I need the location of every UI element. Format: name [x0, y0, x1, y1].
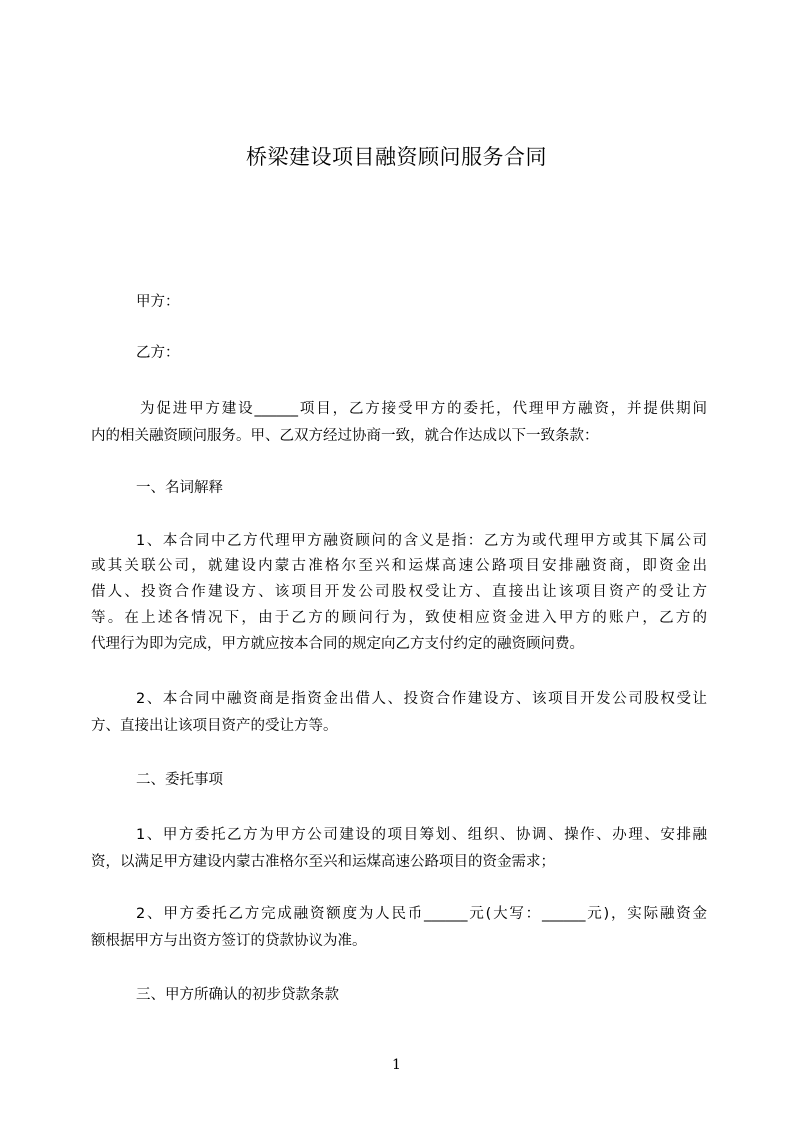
document-title: 桥梁建设项目融资顾问服务合同 [246, 145, 547, 169]
clause-line: 资，以满足甲方建设内蒙古准格尔至兴和运煤高速公路项目的资金需求； [91, 854, 555, 870]
clause-line: 借人、投资合作建设方、该项目开发公司股权受让方、直接出让该项目资产的受让方 [91, 584, 707, 600]
clause-line: 2、本合同中融资商是指资金出借人、投资合作建设方、该项目开发公司股权受让 [136, 691, 707, 707]
clause-line: 等。在上述各情况下，由于乙方的顾问行为，致使相应资金进入甲方的账户，乙方的 [91, 610, 707, 626]
section-heading-entrusted-matters: 二、委托事项 [136, 772, 223, 788]
clause-line: 代理行为即为完成，甲方就应按本合同的规定向乙方支付约定的融资顾问费。 [91, 636, 584, 652]
clause-line: 1、本合同中乙方代理甲方融资顾问的含义是指：乙方为或代理甲方或其下属公司 [136, 533, 707, 549]
intro-paragraph-line: 为促进甲方建设______项目，乙方接受甲方的委托，代理甲方融资，并提供期间 [140, 401, 707, 417]
clause-line: 额根据甲方与出资方签订的贷款协议为准。 [91, 933, 367, 949]
clause-line: 方、直接出让该项目资产的受让方等。 [91, 718, 338, 734]
page-number: 1 [392, 1057, 401, 1073]
clause-line: 1、甲方委托乙方为甲方公司建设的项目筹划、组织、协调、操作、办理、安排融 [136, 827, 707, 843]
section-heading-loan-terms: 三、甲方所确认的初步贷款条款 [136, 987, 339, 1003]
party-a-label: 甲方： [136, 294, 180, 310]
intro-paragraph-line: 内的相关融资顾问服务。甲、乙双方经过协商一致，就合作达成以下一致条款： [91, 428, 599, 444]
clause-line: 2、甲方委托乙方完成融资额度为人民币______元(大写：______元)，实际融资金 [136, 906, 707, 922]
party-b-label: 乙方： [136, 345, 180, 361]
section-heading-definitions: 一、名词解释 [136, 480, 223, 496]
clause-line: 或其关联公司，就建设内蒙古准格尔至兴和运煤高速公路项目安排融资商，即资金出 [91, 558, 707, 574]
